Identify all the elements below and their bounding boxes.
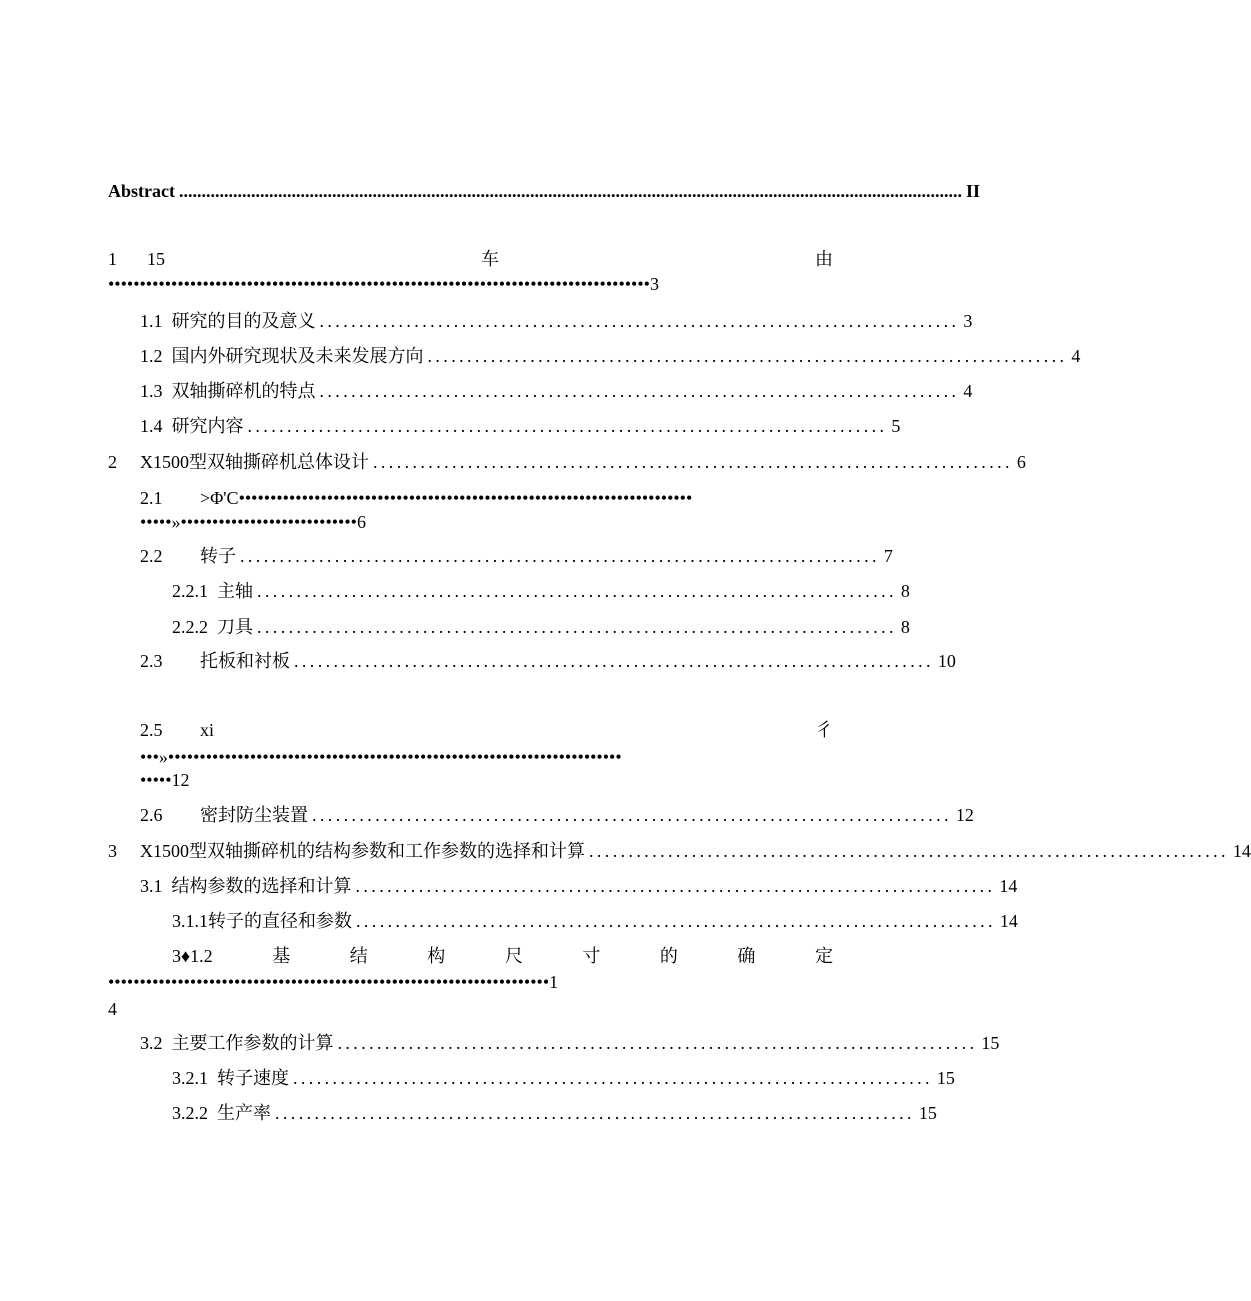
toc-entry-page: II: [965, 181, 980, 201]
toc-entry-3-1[interactable]: [140, 871, 1018, 901]
dot-leader: .................................................................................: [589, 841, 1229, 861]
toc-entry-1-2[interactable]: [140, 341, 1081, 371]
toc-entry-title: 主要工作参数的计算: [171, 1033, 334, 1053]
toc-entry-title-char: 构: [427, 946, 446, 966]
dot-leader: •••»••••••••••••••••••••••••••••••••••••••••••••••••••••••••••••••••••••••••: [140, 747, 622, 767]
toc-entry-title: 转子速度: [217, 1068, 289, 1088]
toc-entry-2-3[interactable]: [140, 646, 956, 676]
toc-entry-page: 14: [999, 876, 1018, 896]
toc-entry-title-char: 结: [349, 946, 368, 966]
toc-entry-number: 3.2.1: [172, 1068, 208, 1088]
toc-entry-number: 3.1: [140, 876, 163, 896]
dot-leader: .................................................................................: [240, 546, 880, 566]
toc-entry-page: 12: [171, 770, 190, 790]
toc-entry-page: 4: [963, 381, 973, 401]
toc-entry-ch3[interactable]: [108, 836, 1251, 866]
toc-entry-2-5-leader: [140, 745, 830, 769]
toc-entry-title-char: 寸: [582, 946, 601, 966]
toc-entry-3-1-2[interactable]: [172, 941, 833, 971]
toc-entry-2-6[interactable]: [140, 800, 974, 830]
toc-entry-page: 14: [1232, 841, 1251, 861]
toc-entry-title: 双轴撕碎机的特点: [171, 381, 316, 401]
toc-entry-title-char: 由: [815, 249, 833, 269]
toc-entry-page: 6: [1016, 452, 1026, 472]
dot-leader: .................................................................................: [293, 1068, 933, 1088]
toc-entry-number: 3.2: [140, 1033, 163, 1053]
dot-leader: .................................................................................: [319, 381, 960, 401]
dot-leader: ••••••••••••••••••••••••••••••••••••••••••••••••••••••••••••••••••••••: [108, 972, 550, 992]
toc-entry-title: X1500型双轴撕碎机的结构参数和工作参数的选择和计算: [140, 841, 585, 861]
toc-entry-2-2-2[interactable]: [172, 612, 910, 642]
dot-leader: ••••••••••••••••••••••••••••••••••••••••••••••••••••••••••••••••••••••••••••••••••••••: [108, 274, 650, 294]
dot-leader: .................................................................................: [373, 452, 1013, 472]
toc-entry-number: 3♦1.2: [172, 946, 213, 966]
toc-entry-page: 14: [999, 911, 1018, 931]
toc-entry-2-1-leader: [140, 510, 440, 534]
toc-entry-title-char: 彳: [815, 720, 833, 740]
toc-entry-page: 1: [549, 972, 559, 992]
dot-leader: .................................................................................: [356, 911, 996, 931]
toc-entry-title: 研究的目的及意义: [171, 311, 316, 331]
toc-entry-page: 15: [936, 1068, 955, 1088]
toc-entry-page: 15: [981, 1033, 1000, 1053]
toc-entry-title-char: 尺: [504, 946, 523, 966]
toc-entry-ch2[interactable]: [108, 447, 1026, 477]
toc-entry-number: 2: [108, 452, 117, 472]
toc-entry-title: 研究内容: [171, 416, 244, 436]
toc-entry-title: 转子的直径和参数: [208, 911, 352, 931]
toc-entry-number: 2.2: [140, 546, 163, 566]
toc-entry-page: 6: [356, 512, 366, 532]
toc-entry-title: 结构参数的选择和计算: [171, 876, 352, 896]
toc-entry-title-char: 车: [481, 249, 499, 269]
toc-entry-title: 托板和衬板: [200, 651, 290, 671]
toc-entry-number: 3: [108, 841, 117, 861]
toc-entry-page: 3: [963, 311, 973, 331]
toc-entry-title: 主轴: [217, 581, 253, 601]
toc-entry-ch1[interactable]: [108, 244, 833, 274]
toc-entry-number: 1: [108, 249, 117, 269]
dot-leader: .................................................................................: [257, 617, 897, 637]
toc-entry-2-5[interactable]: [140, 715, 833, 745]
toc-entry-title: >Φ'C: [200, 488, 239, 508]
toc-entry-1-3[interactable]: [140, 376, 973, 406]
toc-entry-3-1-1[interactable]: [172, 906, 1018, 936]
toc-entry-page: 5: [891, 416, 901, 436]
toc-entry-title-char: 定: [814, 946, 833, 966]
dot-leader: ••••••••••••••••••••••••••••••••••••••••••••••••••••••••••••••••••••••••: [238, 488, 693, 508]
toc-entry-number: 2.5: [140, 720, 163, 740]
toc-entry-2-5-leader-end: [140, 768, 340, 792]
dot-leader: .................................................................................: [312, 805, 952, 825]
toc-entry-page: 3: [649, 274, 659, 294]
toc-entry-number: 1.3: [140, 381, 163, 401]
toc-entry-2-2[interactable]: [140, 541, 893, 571]
toc-entry-title: xi: [200, 720, 215, 740]
dot-leader: •••••»••••••••••••••••••••••••••••: [140, 512, 357, 532]
toc-entry-number: 1.2: [140, 346, 163, 366]
toc-entry-1-4[interactable]: [140, 411, 901, 441]
toc-entry-title: 密封防尘装置: [200, 805, 308, 825]
toc-entry-3-2-2[interactable]: [172, 1098, 937, 1128]
toc-entry-title: X1500型双轴撕碎机总体设计: [140, 452, 369, 472]
dot-leader: .................................................................................: [427, 346, 1068, 366]
toc-entry-3-2-1[interactable]: [172, 1063, 955, 1093]
toc-entry-page: 7: [883, 546, 893, 566]
toc-entry-page: 4: [108, 999, 117, 1019]
toc-entry-number: 2.2.1: [172, 581, 208, 601]
toc-entry-number: 2.1: [140, 488, 163, 508]
toc-entry-page: 8: [900, 581, 910, 601]
toc-entry-title: 转子: [200, 546, 236, 566]
toc-entry-2-1[interactable]: [140, 484, 830, 512]
toc-entry-title: 15: [147, 249, 165, 269]
dot-leader: .................................................................................: [355, 876, 996, 896]
toc-entry-page: 10: [937, 651, 956, 671]
toc-entry-3-1-2-page-wrap: [108, 994, 168, 1024]
dot-leader: .................................................................................: [247, 416, 888, 436]
dot-leader: .................................................................................: [319, 311, 960, 331]
toc-entry-page: 12: [955, 805, 974, 825]
dot-leader: .................................................................................: [294, 651, 934, 671]
dot-leader: .................................................................................: [275, 1103, 915, 1123]
toc-entry-number: 2.2.2: [172, 617, 208, 637]
toc-entry-number: 2.6: [140, 805, 163, 825]
toc-entry-page: 4: [1071, 346, 1081, 366]
toc-entry-number: 1.1: [140, 311, 163, 331]
toc-entry-page: 15: [918, 1103, 937, 1123]
dot-leader: ..............................................................................................................................................................................: [178, 181, 962, 201]
toc-entry-number: 3.2.2: [172, 1103, 208, 1123]
dot-leader: •••••: [140, 770, 172, 790]
toc-entry-ch1-leader: [108, 272, 798, 296]
dot-leader: .................................................................................: [337, 1033, 978, 1053]
dot-leader: .................................................................................: [257, 581, 897, 601]
toc-entry-title-char: 确: [737, 946, 756, 966]
toc-entry-3-2[interactable]: [140, 1028, 1000, 1058]
toc-entry-title: Abstract: [108, 181, 175, 201]
toc-entry-title: 刀具: [217, 617, 253, 637]
toc-entry-number: 2.3: [140, 651, 163, 671]
toc-entry-1-1[interactable]: [140, 306, 973, 336]
toc-entry-page: 8: [900, 617, 910, 637]
toc-entry-abstract[interactable]: [108, 176, 980, 206]
toc-entry-number: 1.4: [140, 416, 163, 436]
toc-entry-3-1-2-leader: [108, 970, 833, 994]
toc-entry-2-2-1[interactable]: [172, 576, 910, 606]
toc-entry-title-char: 基: [272, 946, 291, 966]
toc-entry-title-char: 的: [659, 946, 678, 966]
toc-entry-number: 3.1.1: [172, 911, 208, 931]
toc-entry-title: 国内外研究现状及未来发展方向: [171, 346, 424, 366]
toc-entry-title: 生产率: [217, 1103, 271, 1123]
